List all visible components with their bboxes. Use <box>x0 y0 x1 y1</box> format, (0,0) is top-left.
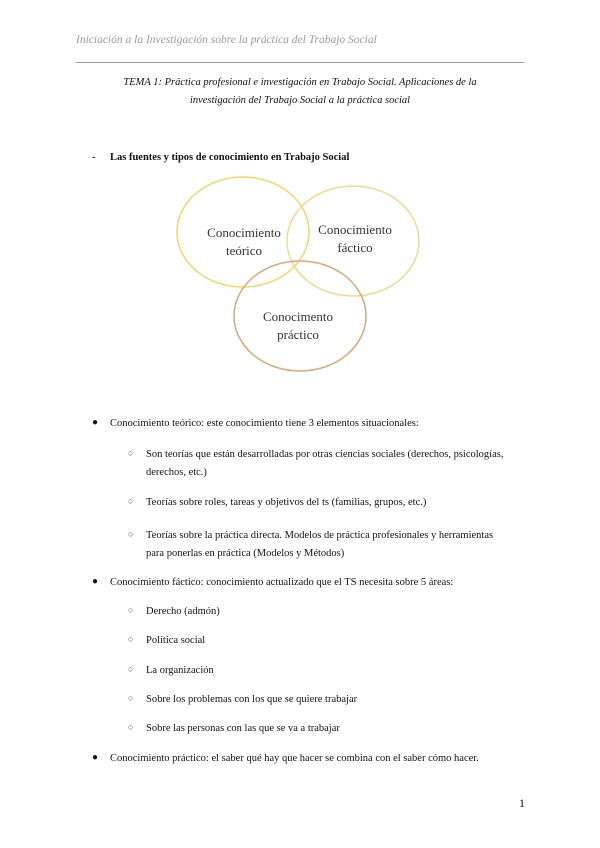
sub-bullet-marker: ○ <box>128 634 134 644</box>
title-line-1: TEMA 1: Práctica profesional e investigación en Trabajo Social. Aplicaciones de la <box>123 77 477 88</box>
sub-bullet-marker: ○ <box>128 693 134 703</box>
sub-bullet-marker: ○ <box>128 496 134 506</box>
section-heading <box>92 152 349 163</box>
sub-item-teorias-ciencias <box>146 446 526 482</box>
label-teorico-1: Conocimiento <box>207 225 281 240</box>
sub-item-derecho: Derecho (admón) <box>146 606 220 617</box>
label-factico-1: Conocimiento <box>318 222 392 237</box>
sub-item-politica: Política social <box>146 635 206 646</box>
bullet-marker: ● <box>92 576 99 587</box>
bullet-factico: Conocimiento fáctico: conocimiento actualizado que el TS necesita sobre 5 áreas: <box>110 577 454 588</box>
bullet-marker: ● <box>92 752 99 763</box>
sub-item-line: Son teorías que están desarrolladas por otras ciencias sociales (derechos, psicologías, <box>146 449 504 460</box>
bullet-teorico: Conocimiento teórico: este conocimiento tiene 3 elementos situacionales: <box>110 418 419 429</box>
sub-bullet-marker: ○ <box>128 722 134 732</box>
title-line-2: investigación del Trabajo Social a la práctica social <box>189 95 411 106</box>
header-rule <box>76 62 524 63</box>
sub-item-teorias-practica <box>146 527 526 563</box>
sub-bullet-marker: ○ <box>128 529 134 539</box>
label-teorico-2: teórico <box>225 243 263 258</box>
page-title <box>76 74 524 110</box>
venn-diagram <box>176 176 440 376</box>
sub-item-organizacion: La organización <box>146 665 214 676</box>
bullet-practico: Conocimiento práctico: el saber qué hay que hacer se combina con el saber cómo hacer. <box>110 753 479 764</box>
bullet-marker: ● <box>92 417 99 428</box>
running-header: Iniciación a la Investigación sobre la práctica del Trabajo Social <box>76 34 377 46</box>
sub-item-problemas: Sobre los problemas con los que se quiere trabajar <box>146 694 358 705</box>
label-practico-1: Conocimento <box>262 309 334 324</box>
page-number: 1 <box>519 796 525 810</box>
sub-item-line: para ponerlas en práctica (Modelos y Métodos) <box>146 548 345 559</box>
sub-item-personas: Sobre las personas con las que se va a trabajar <box>146 723 340 734</box>
label-factico-2: fáctico <box>337 240 373 255</box>
sub-item-teorias-roles: Teorías sobre roles, tareas y objetivos del ts (familias, grupos, etc.) <box>146 497 427 508</box>
sub-bullet-marker: ○ <box>128 664 134 674</box>
sub-item-line: Teorías sobre la práctica directa. Modelos de práctica profesionales y herramientas <box>146 530 494 541</box>
sub-item-line: derechos, etc.) <box>146 467 207 478</box>
section-heading-text: Las fuentes y tipos de conocimiento en Trabajo Social <box>110 152 350 163</box>
section-dash: - <box>92 152 96 163</box>
sub-bullet-marker: ○ <box>128 605 134 615</box>
sub-bullet-marker: ○ <box>128 448 134 458</box>
label-practico-2: práctico <box>277 327 319 342</box>
